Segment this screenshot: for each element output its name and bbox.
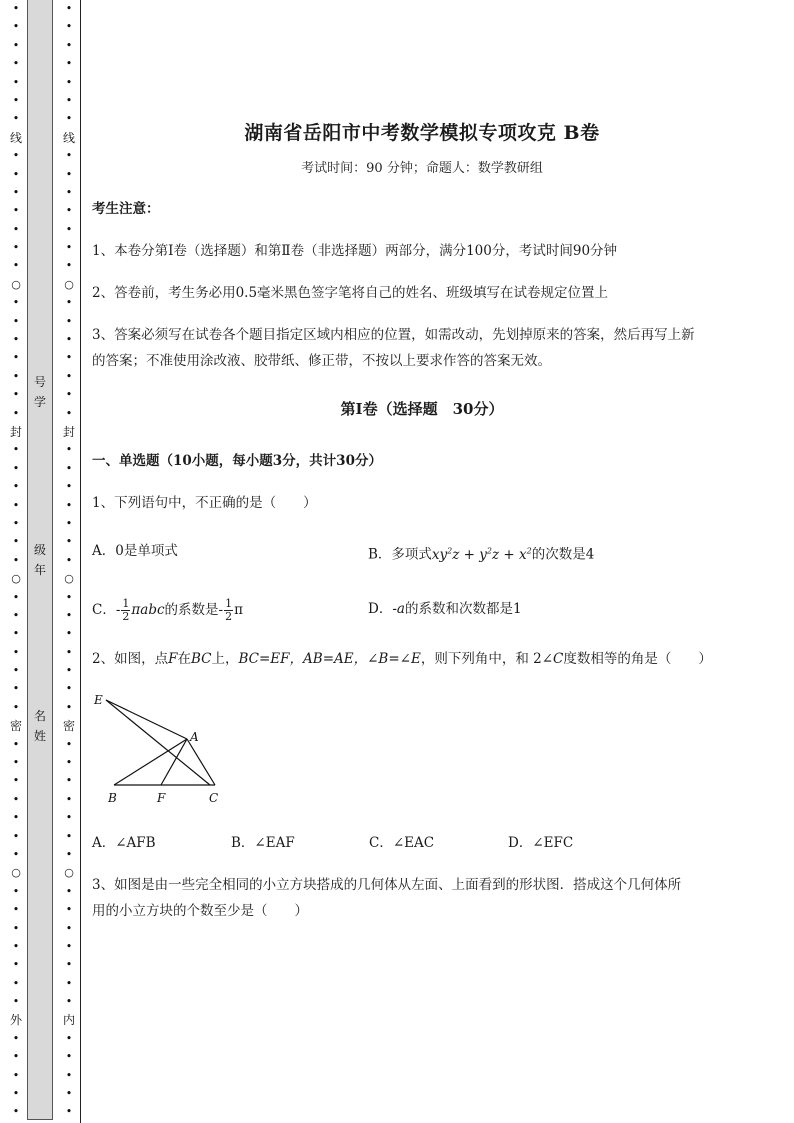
outer-seal-mark: • xyxy=(12,737,20,751)
inner-seal-mark: • xyxy=(65,903,73,917)
outer-seal-mark: • xyxy=(12,884,20,898)
outer-seal-mark: ○ xyxy=(11,866,21,880)
outer-seal-mark: ○ xyxy=(11,572,21,586)
inner-seal-mark: 封 xyxy=(63,424,76,439)
outer-seal-mark: • xyxy=(12,976,20,990)
inner-seal-mark: • xyxy=(65,2,73,15)
outer-seal-mark: 外 xyxy=(10,1013,23,1028)
inner-seal-mark: • xyxy=(65,627,73,641)
inner-seal-mark: • xyxy=(65,204,73,218)
outer-seal-mark: • xyxy=(12,535,20,549)
outer-seal-mark: • xyxy=(12,167,20,181)
binding-margin xyxy=(0,0,90,1123)
outer-seal-mark: • xyxy=(12,333,20,347)
notice-3: 3、答案必须写在试卷各个题目指定区域内相应的位置，如需改动，先划掉原来的答案，然后再写上新 xyxy=(92,327,695,343)
q1-d-suffix: 的系数和次数都是1 xyxy=(404,601,522,617)
inner-seal-mark: • xyxy=(65,75,73,89)
outer-seal-mark: ○ xyxy=(11,277,21,291)
outer-seal-mark: • xyxy=(12,185,20,199)
exam-title: 湖南省岳阳市中考数学模拟专项攻克 B卷 xyxy=(244,122,600,144)
inner-seal-mark: • xyxy=(65,1050,73,1064)
outer-seal-mark: 封 xyxy=(10,424,23,439)
question-3-line-2: 用的小立方块的个数至少是（ ） xyxy=(92,903,308,919)
question-2-stem xyxy=(92,646,752,672)
q2-stem-a: 2、如图，点 xyxy=(92,651,169,667)
outer-seal-mark: • xyxy=(12,204,20,218)
inner-seal-mark: • xyxy=(65,921,73,935)
outer-seal-mark: • xyxy=(12,259,20,273)
outer-seal-mark: • xyxy=(12,480,20,494)
outer-seal-mark: • xyxy=(12,756,20,770)
inner-seal-mark: • xyxy=(65,645,73,659)
inner-seal-mark: 内 xyxy=(63,1013,76,1028)
outer-seal-mark: • xyxy=(12,406,20,420)
inner-seal-mark: • xyxy=(65,369,73,383)
inner-seal-mark: • xyxy=(65,388,73,402)
inner-seal-mark: • xyxy=(65,682,73,696)
inner-seal-mark: • xyxy=(65,57,73,71)
outer-seal-mark: • xyxy=(12,958,20,972)
notice-2: 2、答卷前，考生务必用0.5毫米黑色签字笔将自己的姓名、班级填写在试卷规定位置上 xyxy=(92,285,609,301)
q1-c-fraction: $\frac{1}{2}$ xyxy=(122,597,130,623)
outer-seal-mark: • xyxy=(12,921,20,935)
q2-point-f: F xyxy=(168,651,178,667)
inner-seal-mark: ○ xyxy=(64,572,74,586)
outer-seal-mark: • xyxy=(12,351,20,365)
outer-seal-mark: • xyxy=(12,75,20,89)
outer-seal-mark: • xyxy=(12,608,20,622)
segment-af xyxy=(161,739,187,785)
inner-seal-mark: • xyxy=(65,222,73,236)
outer-seal-mark: • xyxy=(12,388,20,402)
q2-option-c: C．∠EAC xyxy=(369,835,435,851)
inner-seal-mark: 密 xyxy=(63,719,76,734)
triangle-figure xyxy=(92,690,232,815)
outer-seal-mark: • xyxy=(12,57,20,71)
margin-divider xyxy=(80,0,81,1123)
q1-option-c xyxy=(92,598,243,623)
outer-seal-mark: • xyxy=(12,1050,20,1064)
inner-seal-mark: • xyxy=(65,995,73,1009)
label-point-c: C xyxy=(209,791,219,805)
q2-conditions: BC=EF，AB=AE，∠B=∠E xyxy=(238,651,421,667)
outer-seal-mark: • xyxy=(12,498,20,512)
outer-seal-mark: • xyxy=(12,664,20,678)
inner-seal-mark: • xyxy=(65,774,73,788)
outer-seal-mark: • xyxy=(12,296,20,310)
outer-seal-mark: • xyxy=(12,553,20,567)
q1-option-d xyxy=(368,599,522,619)
inner-seal-mark: • xyxy=(65,664,73,678)
outer-seal-mark: • xyxy=(12,20,20,34)
inner-seal-mark: • xyxy=(65,38,73,52)
outer-seal-mark: • xyxy=(12,774,20,788)
outer-seal-mark: • xyxy=(12,903,20,917)
q2-option-a: A．∠AFB xyxy=(92,835,156,851)
label-point-a: A xyxy=(190,730,199,744)
q2-stem-b: 在 xyxy=(177,651,191,667)
outer-seal-mark: • xyxy=(12,516,20,530)
inner-seal-mark: • xyxy=(65,811,73,825)
q2-segment-bc: BC xyxy=(190,651,212,667)
label-point-e: E xyxy=(94,693,103,707)
inner-seal-mark: • xyxy=(65,590,73,604)
outer-seal-mark: • xyxy=(12,590,20,604)
outer-seal-mark: • xyxy=(12,1068,20,1082)
q2-angle-c: C xyxy=(553,651,564,667)
outer-seal-mark: • xyxy=(12,627,20,641)
q2-option-b: B．∠EAF xyxy=(231,835,295,851)
outer-seal-mark: • xyxy=(12,2,20,15)
q2-stem-c: 上， xyxy=(211,651,239,667)
outer-seal-mark: • xyxy=(12,811,20,825)
notice-1: 1、本卷分第Ⅰ卷（选择题）和第Ⅱ卷（非选择题）两部分，满分100分，考试时间90分钟 xyxy=(92,243,618,259)
outer-seal-mark: • xyxy=(12,939,20,953)
inner-seal-mark: • xyxy=(65,241,73,255)
question-1-stem: 1、下列语句中，不正确的是（ ） xyxy=(92,495,317,511)
outer-seal-mark: 密 xyxy=(10,719,23,734)
inner-seal-mark: • xyxy=(65,700,73,714)
outer-seal-mark: • xyxy=(12,829,20,843)
inner-seal-mark: 线 xyxy=(63,130,76,145)
part-heading: 一、单选题（10小题，每小题3分，共计30分） xyxy=(92,453,382,469)
question-3-line-1: 3、如图是由一些完全相同的小立方块搭成的几何体从左面、上面看到的形状图．搭成这个几何体所 xyxy=(92,877,682,893)
inner-seal-mark: • xyxy=(65,1031,73,1045)
inner-seal-mark: • xyxy=(65,976,73,990)
inner-seal-mark: • xyxy=(65,939,73,953)
outer-seal-mark: • xyxy=(12,443,20,457)
label-nian: 年 xyxy=(33,563,46,577)
outer-seal-mark: • xyxy=(12,38,20,52)
outer-seal-mark: • xyxy=(12,241,20,255)
outer-seal-mark: • xyxy=(12,369,20,383)
exam-subtitle: 考试时间：90 分钟；命题人：数学教研组 xyxy=(301,161,543,176)
outer-seal-mark: • xyxy=(12,700,20,714)
inner-seal-mark: • xyxy=(65,958,73,972)
q1-b-suffix: 的次数是4 xyxy=(531,546,595,563)
inner-seal-mark: ○ xyxy=(64,866,74,880)
inner-seal-mark: • xyxy=(65,314,73,328)
outer-seal-mark: • xyxy=(12,314,20,328)
label-xue: 学 xyxy=(33,395,46,409)
outer-seal-mark: • xyxy=(12,1105,20,1119)
inner-seal-mark: • xyxy=(65,406,73,420)
q1-c-mid: 的系数是- xyxy=(164,602,224,618)
inner-seal-mark: • xyxy=(65,351,73,365)
inner-seal-mark: • xyxy=(65,185,73,199)
outer-seal-mark: • xyxy=(12,1087,20,1101)
inner-seal-mark: • xyxy=(65,847,73,861)
outer-seal-mark: • xyxy=(12,792,20,806)
inner-seal-mark: • xyxy=(65,756,73,770)
outer-seal-mark: • xyxy=(12,995,20,1009)
q1-c-pi: π xyxy=(234,602,243,618)
inner-seal-mark: • xyxy=(65,792,73,806)
inner-seal-mark: • xyxy=(65,737,73,751)
outer-seal-mark: • xyxy=(12,93,20,107)
outer-seal-mark: • xyxy=(12,222,20,236)
inner-seal-mark: • xyxy=(65,608,73,622)
inner-seal-mark: • xyxy=(65,167,73,181)
q1-option-a: A．0是单项式 xyxy=(92,543,178,559)
q1-d-term: -a xyxy=(392,601,405,617)
inner-seal-mark: • xyxy=(65,884,73,898)
inner-seal-mark: • xyxy=(65,516,73,530)
inner-seal-mark: • xyxy=(65,112,73,126)
outer-seal-mark: • xyxy=(12,645,20,659)
q2-stem-e: 度数相等的角是（ ） xyxy=(563,651,712,667)
inner-seal-mark: • xyxy=(65,553,73,567)
inner-seal-line xyxy=(63,0,75,1123)
inner-seal-mark: • xyxy=(65,498,73,512)
label-ji: 级 xyxy=(33,543,46,557)
inner-seal-mark: • xyxy=(65,480,73,494)
notice-heading: 考生注意： xyxy=(92,201,160,217)
outer-seal-mark: • xyxy=(12,112,20,126)
outer-seal-mark: • xyxy=(12,682,20,696)
student-info-box xyxy=(27,0,53,1120)
inner-seal-mark: ○ xyxy=(64,277,74,291)
q1-b-polynomial: $xy^2z + y^2z + x^2$ xyxy=(431,546,532,563)
outer-seal-mark: • xyxy=(12,461,20,475)
inner-seal-mark: • xyxy=(65,333,73,347)
outer-seal-line xyxy=(10,0,22,1123)
inner-seal-mark: • xyxy=(65,443,73,457)
inner-seal-mark: • xyxy=(65,535,73,549)
outer-seal-mark: • xyxy=(12,1031,20,1045)
q2-option-d: D．∠EFC xyxy=(508,835,574,851)
label-point-f: F xyxy=(157,791,166,805)
q1-c-fraction-2: $\frac{1}{2}$ xyxy=(225,597,233,623)
notice-3-cont: 的答案；不准使用涂改液、胶带纸、修正带，不按以上要求作答的答案无效。 xyxy=(92,353,551,369)
inner-seal-mark: • xyxy=(65,93,73,107)
segment-ba xyxy=(114,739,187,785)
outer-seal-mark: 线 xyxy=(10,130,23,145)
section-title: 第Ⅰ卷（选择题 30分） xyxy=(340,400,504,418)
inner-seal-mark: • xyxy=(65,149,73,163)
inner-seal-mark: • xyxy=(65,259,73,273)
inner-seal-mark: • xyxy=(65,20,73,34)
inner-seal-mark: • xyxy=(65,1105,73,1119)
inner-seal-mark: • xyxy=(65,296,73,310)
label-ming: 名 xyxy=(33,709,46,723)
inner-seal-mark: • xyxy=(65,829,73,843)
q1-d-prefix: D． xyxy=(368,601,393,617)
label-point-b: B xyxy=(108,791,117,805)
inner-seal-mark: • xyxy=(65,461,73,475)
q1-c-prefix: C．- xyxy=(92,602,121,618)
q1-b-prefix: B．多项式 xyxy=(368,546,432,563)
label-hao: 号 xyxy=(33,375,46,389)
inner-seal-mark: • xyxy=(65,1068,73,1082)
q2-stem-d: ，则下列角中，和 2∠ xyxy=(420,651,554,667)
outer-seal-mark: • xyxy=(12,847,20,861)
label-xing: 姓 xyxy=(33,729,46,743)
outer-seal-mark: • xyxy=(12,149,20,163)
q1-option-b xyxy=(368,541,594,565)
q1-c-term: πabc xyxy=(131,602,165,618)
inner-seal-mark: • xyxy=(65,1087,73,1101)
